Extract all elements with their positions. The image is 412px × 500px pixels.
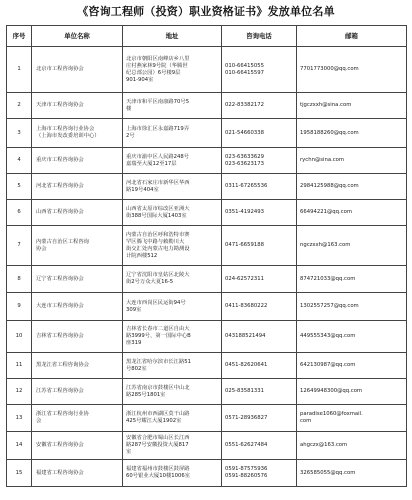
unit-name	[32, 379, 123, 405]
table-header-row	[7, 26, 407, 47]
phone	[222, 174, 297, 200]
address	[123, 93, 222, 119]
unit-name	[32, 432, 123, 460]
phone-line: 0591-88260576	[225, 473, 268, 479]
row-number-line: 15	[15, 469, 23, 476]
email-line: 326585055@qq.com	[300, 469, 356, 476]
email	[297, 47, 407, 93]
row-number-line: 2	[17, 102, 21, 108]
address-line: 街388号国际大厦1403室	[126, 212, 187, 219]
table-row	[7, 405, 407, 432]
address	[123, 432, 222, 460]
phone-line: 023-63633629	[225, 153, 264, 160]
row-number	[7, 405, 32, 432]
address	[123, 200, 222, 226]
unit-name-line: 天津市工程咨询协会	[36, 102, 84, 108]
address-line: 纪总部公园）6号楼9层	[126, 69, 181, 76]
table-row	[7, 47, 407, 93]
unit-name-line: 吉林省工程咨询协会	[36, 333, 84, 339]
email	[297, 226, 407, 266]
header-address: 地址	[123, 26, 222, 47]
address-line: 罕区腾飞中路与敕勒川大	[126, 238, 185, 245]
phone	[222, 148, 297, 174]
address-line: 街2号万众大夏16-5	[126, 279, 174, 285]
table-row	[7, 119, 407, 148]
address-line: 楼	[126, 105, 132, 112]
row-number	[7, 293, 32, 321]
email-line: 1958188260@qq.com	[300, 129, 359, 136]
unit-name	[32, 321, 123, 353]
address	[123, 321, 222, 353]
email-line: 7701773000@qq.com	[300, 66, 359, 72]
address-line: 黑龙江省哈尔滨市长江路51	[126, 358, 192, 365]
phone-line: 010-66415597	[225, 69, 264, 76]
phone-line: 0471-6659188	[225, 242, 264, 248]
row-number	[7, 321, 32, 353]
unit-name	[32, 266, 123, 293]
phone-line: 0311-67265536	[225, 183, 268, 189]
unit-name	[32, 293, 123, 321]
unit-name	[32, 174, 123, 200]
unit-name	[32, 93, 123, 119]
phone-line: 025-83581331	[225, 388, 264, 394]
email	[297, 119, 407, 148]
address	[123, 405, 222, 432]
phone	[222, 200, 297, 226]
row-number	[7, 266, 32, 293]
table-row	[7, 226, 407, 266]
table-row	[7, 379, 407, 405]
phone-line: 0411-83680222	[225, 303, 268, 309]
address	[123, 266, 222, 293]
phone	[222, 460, 297, 487]
header-no: 序号	[7, 26, 32, 47]
address-line: 安徽省合肥市蜀山区长江西	[126, 435, 190, 441]
unit-name-line: 福建省工程咨询协会	[36, 469, 84, 476]
header-phone: 咨询电话	[222, 26, 297, 47]
unit-name-line: 重庆市工程咨询协会	[36, 157, 84, 163]
table-row	[7, 93, 407, 119]
email-line: rychn@sina.com	[300, 157, 345, 163]
row-number-line: 12	[15, 388, 23, 394]
row-number-line: 1	[17, 66, 21, 72]
address-line: 室	[126, 449, 132, 455]
email	[297, 266, 407, 293]
address	[123, 353, 222, 379]
phone-line: 0451-82620641	[225, 362, 268, 368]
email	[297, 460, 407, 487]
row-number-line: 11	[15, 362, 23, 368]
email	[297, 321, 407, 353]
row-number-line: 13	[15, 414, 23, 421]
email-line: 642130987@qq.com	[300, 362, 356, 368]
row-number-line: 14	[15, 442, 23, 448]
table-row	[7, 148, 407, 174]
table-row	[7, 321, 407, 353]
email	[297, 379, 407, 405]
address-line: 901-904室	[126, 76, 154, 83]
row-number	[7, 47, 32, 93]
address	[123, 119, 222, 148]
address	[123, 379, 222, 405]
address-line: 福建省福州市鼓楼区鼓屏路	[126, 466, 190, 472]
address	[123, 460, 222, 487]
address-line: 山西省太原市综改区亚洲大	[126, 205, 190, 212]
address-line: 北京市朝阳区南峰店乡八里	[126, 55, 190, 62]
address-line: 上海市徐汇区永嘉路719弄	[126, 126, 190, 132]
email	[297, 353, 407, 379]
address	[123, 148, 222, 174]
address	[123, 174, 222, 200]
email-line: tjgczxxh@sina.com	[300, 102, 352, 108]
unit-name-line: 协会	[36, 245, 47, 252]
row-number	[7, 200, 32, 226]
unit-name	[32, 119, 123, 148]
phone-line: 0571-28936827	[225, 414, 268, 421]
table-row	[7, 174, 407, 200]
phone-line: 022-83382172	[225, 102, 264, 108]
email	[297, 174, 407, 200]
table-row	[7, 266, 407, 293]
email	[297, 148, 407, 174]
phone-line: 023-63623173	[225, 160, 264, 167]
row-number	[7, 93, 32, 119]
row-number	[7, 148, 32, 174]
phone-line: 0551-62627484	[225, 442, 268, 448]
phone	[222, 321, 297, 353]
address-line: 吉林省长春市二道区自由大	[126, 326, 190, 332]
address-line: 天津市和平区南康路70号5	[126, 98, 190, 105]
row-number	[7, 226, 32, 266]
unit-name-line: 北京市工程咨询协会	[36, 66, 84, 72]
unit-name	[32, 226, 123, 266]
email	[297, 293, 407, 321]
unit-name-line: 河北省工程咨询协会	[36, 183, 84, 189]
phone	[222, 405, 297, 432]
row-number-line: 5	[17, 183, 21, 189]
row-number-line: 8	[17, 275, 21, 282]
phone	[222, 93, 297, 119]
address-line: 嘉瑞至大厦12至17层	[126, 160, 177, 167]
unit-name-line: 大连市工程咨询协会	[36, 303, 84, 309]
row-number	[7, 174, 32, 200]
unit-name-line: 黑龙江省工程咨询协会	[36, 362, 89, 368]
phone	[222, 379, 297, 405]
email	[297, 405, 407, 432]
table-row	[7, 460, 407, 487]
row-number-line: 3	[17, 129, 21, 136]
phone	[222, 226, 297, 266]
address-line: 计院西楼512	[126, 252, 158, 259]
address	[123, 293, 222, 321]
header-email: 邮箱	[297, 26, 407, 47]
email-line: com	[300, 418, 312, 424]
address-line: 2号	[126, 133, 135, 139]
address	[123, 47, 222, 93]
row-number-line: 10	[15, 333, 23, 339]
unit-name-line: 内蒙古自治区工程咨询	[36, 238, 89, 245]
phone	[222, 353, 297, 379]
row-number-line: 9	[17, 303, 21, 309]
address-line: 河北省石家庄市新华区华西	[126, 179, 190, 186]
unit-name-line: （上海市发改委培训中心）	[36, 133, 100, 139]
phone-line: 0591-87575936	[225, 466, 268, 472]
unit-name	[32, 148, 123, 174]
unit-name	[32, 353, 123, 379]
address-line: 425号耀江大厦1902室	[126, 418, 182, 424]
address-line: 内蒙古自治区呼和浩特市赛	[126, 231, 190, 238]
unit-name	[32, 405, 123, 432]
phone	[222, 293, 297, 321]
address-line: 309室	[126, 306, 142, 313]
unit-name-line: 山西省工程咨询协会	[36, 209, 84, 215]
address-line: 辽宁省沈阳市皇姑区北陵大	[126, 272, 190, 278]
document-title: 《咨询工程师（投资）职业资格证书》发放单位名单	[77, 5, 335, 18]
unit-name	[32, 460, 123, 487]
unit-name-line: 浙江省工程咨询行业协	[36, 411, 89, 417]
email-line: 12649948300@qq.com	[300, 388, 363, 394]
email-line: 2984125988@qq.com	[300, 183, 359, 189]
address-line: 号802室	[126, 365, 147, 372]
address-line: 路3999号，第一国际中心B	[126, 333, 191, 339]
phone-line: 021-54660338	[225, 129, 264, 136]
unit-name-line: 安徽省工程咨询协会	[36, 442, 84, 448]
row-number	[7, 379, 32, 405]
phone-line: 0351-4192493	[225, 209, 264, 215]
address-line: 大连市西岗区民运街94号	[126, 299, 186, 306]
table-row	[7, 353, 407, 379]
email-line: paradise1060@foxmail.	[300, 411, 363, 417]
address	[123, 226, 222, 266]
phone-line: 043188521494	[225, 333, 266, 339]
row-number	[7, 353, 32, 379]
email	[297, 93, 407, 119]
unit-name-line: 江苏省工程咨询协会	[36, 388, 84, 394]
phone-line: 010-66415055	[225, 62, 264, 69]
address-line: 路287号安徽投资大厦817	[126, 442, 189, 448]
issuing-units-table	[6, 25, 407, 487]
email-line: ahgczx@163.com	[300, 442, 348, 448]
address-line: 庄村燕家林9号院（华腾世	[126, 62, 188, 69]
table-row	[7, 293, 407, 321]
email	[297, 432, 407, 460]
address-line: 街交汇处内蒙古电力勘测设	[126, 245, 190, 252]
row-number-line: 7	[17, 242, 21, 248]
phone	[222, 432, 297, 460]
email-line: 1302557257@qq.com	[300, 303, 359, 309]
address-line: 路285号1801室	[126, 391, 166, 398]
unit-name	[32, 200, 123, 226]
row-number	[7, 119, 32, 148]
address-line: 重庆市渝中区人民路248号	[126, 153, 190, 160]
unit-name-line: 会	[36, 418, 42, 424]
row-number-line: 6	[17, 209, 21, 215]
email	[297, 200, 407, 226]
row-number	[7, 432, 32, 460]
table-row	[7, 200, 407, 226]
table-body	[7, 47, 407, 487]
email-line: 66494221@qq.com	[300, 209, 352, 215]
email-line: ngczxxh@163.com	[300, 242, 351, 248]
table-row	[7, 432, 407, 460]
address-line: 座319	[126, 340, 142, 346]
address-line: 60号银业大厦10楼1006室	[126, 473, 191, 479]
row-number-line: 4	[17, 157, 21, 163]
phone	[222, 266, 297, 293]
unit-name-line: 上海市工程咨询行业协会	[36, 126, 95, 132]
phone	[222, 47, 297, 93]
address-line: 路19号404室	[126, 186, 159, 193]
address-line: 江苏省南京市鼓楼区中山北	[126, 384, 190, 391]
unit-name	[32, 47, 123, 93]
address-line: 浙江杭州市西湖区莫干山路	[126, 411, 190, 417]
email-line: 874721033@qq.com	[300, 275, 356, 282]
email-line: 449555343@qq.com	[300, 333, 356, 339]
phone	[222, 119, 297, 148]
phone-line: 024-62572311	[225, 275, 264, 282]
header-unit-name: 单位名称	[32, 26, 123, 47]
unit-name-line: 辽宁省工程咨询协会	[36, 275, 84, 282]
row-number	[7, 460, 32, 487]
